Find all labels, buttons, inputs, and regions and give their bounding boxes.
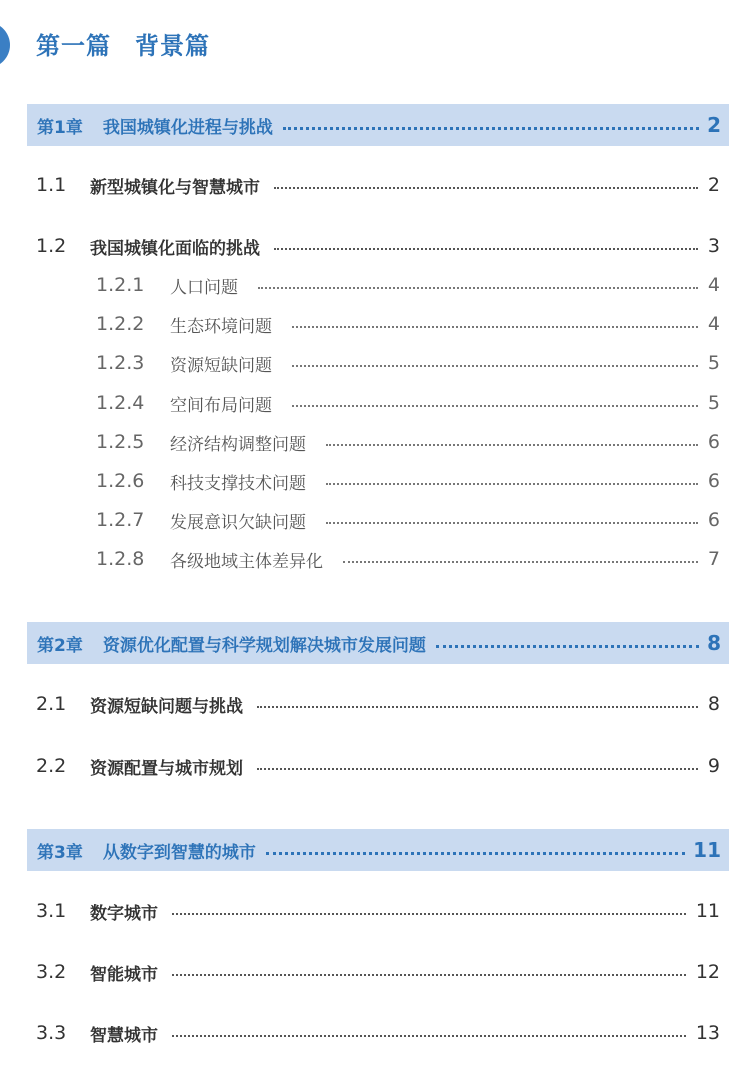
chapter-title: 资源优化配置与科学规划解决城市发展问题: [102, 635, 426, 656]
subsection-title: 资源短缺问题: [170, 355, 272, 376]
subsection-page-number: 5: [707, 352, 720, 374]
section-number: 1.2: [36, 235, 67, 257]
subsection-page-number: 6: [707, 431, 720, 453]
chapter-number: 第3章: [37, 842, 83, 863]
dot-leader: [172, 974, 686, 976]
dot-leader: [326, 444, 698, 446]
toc-section-3-1[interactable]: [36, 896, 720, 926]
toc-subsection-1-2-5[interactable]: [96, 427, 720, 457]
chapter-number: 第1章: [37, 117, 83, 138]
part-tab-marker: [0, 22, 10, 68]
part-title: [36, 26, 210, 61]
dot-leader: [326, 483, 698, 485]
section-page-number: 8: [707, 693, 720, 715]
dot-leader: [172, 913, 686, 915]
section-title: 智慧城市: [90, 1025, 158, 1046]
subsection-number: 1.2.1: [96, 274, 145, 296]
subsection-title: 发展意识欠缺问题: [170, 512, 306, 533]
subsection-page-number: 4: [707, 274, 720, 296]
section-title: 资源短缺问题与挑战: [90, 696, 243, 717]
chapter-2-heading[interactable]: [27, 622, 729, 664]
dot-leader: [436, 645, 699, 648]
dot-leader: [266, 852, 685, 855]
dot-leader: [326, 522, 698, 524]
subsection-title: 经济结构调整问题: [170, 434, 306, 455]
subsection-number: 1.2.3: [96, 352, 145, 374]
subsection-number: 1.2.5: [96, 431, 145, 453]
chapter-number: 第2章: [37, 635, 83, 656]
subsection-page-number: 6: [707, 509, 720, 531]
toc-section-3-3[interactable]: [36, 1018, 720, 1048]
dot-leader: [257, 706, 698, 708]
chapter-page-number: 2: [707, 113, 721, 137]
section-number: 3.1: [36, 900, 67, 922]
section-title: 新型城镇化与智慧城市: [90, 177, 260, 198]
section-title: 智能城市: [90, 964, 158, 985]
section-page-number: 13: [695, 1022, 720, 1044]
dot-leader: [172, 1035, 686, 1037]
dot-leader: [292, 365, 698, 367]
subsection-number: 1.2.4: [96, 392, 145, 414]
subsection-page-number: 5: [707, 392, 720, 414]
dot-leader: [283, 127, 699, 130]
section-page-number: 2: [707, 174, 720, 196]
section-number: 2.1: [36, 693, 67, 715]
toc-subsection-1-2-2[interactable]: [96, 309, 720, 339]
subsection-number: 1.2.2: [96, 313, 145, 335]
section-number: 2.2: [36, 755, 67, 777]
dot-leader: [258, 287, 698, 289]
subsection-title: 空间布局问题: [170, 395, 272, 416]
toc-subsection-1-2-1[interactable]: [96, 270, 720, 300]
toc-subsection-1-2-8[interactable]: [96, 544, 720, 574]
subsection-number: 1.2.6: [96, 470, 145, 492]
toc-subsection-1-2-6[interactable]: [96, 466, 720, 496]
chapter-title: 我国城镇化进程与挑战: [102, 117, 273, 138]
section-title: 数字城市: [90, 903, 158, 924]
toc-section-1-2[interactable]: [36, 231, 720, 261]
section-title: 我国城镇化面临的挑战: [90, 238, 260, 259]
section-page-number: 11: [695, 900, 720, 922]
toc-section-2-2[interactable]: [36, 751, 720, 781]
section-title: 资源配置与城市规划: [90, 758, 243, 779]
section-number: 3.3: [36, 1022, 67, 1044]
section-page-number: 3: [707, 235, 720, 257]
dot-leader: [257, 768, 698, 770]
dot-leader: [343, 561, 698, 563]
chapter-page-number: 8: [707, 631, 721, 655]
dot-leader: [292, 326, 698, 328]
subsection-title: 科技支撑技术问题: [170, 473, 306, 494]
dot-leader: [292, 405, 698, 407]
subsection-title: 各级地域主体差异化: [170, 551, 323, 572]
section-number: 1.1: [36, 174, 67, 196]
chapter-title: 从数字到智慧的城市: [102, 842, 256, 863]
subsection-number: 1.2.8: [96, 548, 145, 570]
dot-leader: [274, 248, 698, 250]
toc-section-3-2[interactable]: [36, 957, 720, 987]
toc-section-1-1[interactable]: [36, 170, 720, 200]
dot-leader: [274, 187, 698, 189]
toc-subsection-1-2-3[interactable]: [96, 348, 720, 378]
section-page-number: 9: [707, 755, 720, 777]
chapter-1-heading[interactable]: [27, 104, 729, 146]
subsection-title: 生态环境问题: [170, 316, 272, 337]
subsection-page-number: 7: [707, 548, 720, 570]
subsection-number: 1.2.7: [96, 509, 145, 531]
part-label: 第一篇: [36, 32, 111, 60]
subsection-page-number: 4: [707, 313, 720, 335]
subsection-page-number: 6: [707, 470, 720, 492]
toc-section-2-1[interactable]: [36, 689, 720, 719]
part-name: 背景篇: [135, 32, 210, 60]
toc-subsection-1-2-4[interactable]: [96, 388, 720, 418]
section-page-number: 12: [695, 961, 720, 983]
section-number: 3.2: [36, 961, 67, 983]
chapter-page-number: 11: [693, 838, 721, 862]
toc-subsection-1-2-7[interactable]: [96, 505, 720, 535]
chapter-3-heading[interactable]: [27, 829, 729, 871]
subsection-title: 人口问题: [170, 277, 238, 298]
